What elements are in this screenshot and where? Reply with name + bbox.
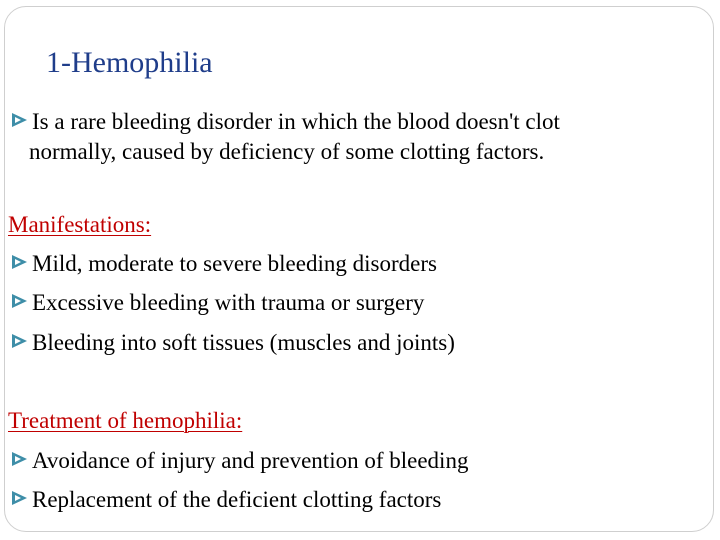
bullet-icon (10, 332, 32, 352)
bullet-icon (10, 489, 32, 509)
list-item (10, 250, 437, 278)
intro-bullet (10, 108, 560, 136)
treatment-item-1: Avoidance of injury and prevention of bleeding (32, 448, 469, 473)
manifestations-heading: Manifestations: (8, 212, 152, 237)
treatment-heading: Treatment of hemophilia: (8, 408, 243, 433)
bullet-icon (10, 111, 32, 131)
list-item (10, 486, 441, 514)
slide-title: 1-Hemophilia (46, 46, 213, 79)
bullet-icon (10, 253, 32, 273)
intro-text-line2: normally, caused by deficiency of some clotting factors. (29, 139, 545, 164)
list-item (10, 447, 468, 475)
manifestation-item-1: Mild, moderate to severe bleeding disorders (32, 251, 437, 276)
list-item (10, 289, 424, 317)
list-item (10, 329, 455, 357)
bullet-icon (10, 292, 32, 312)
manifestation-item-2: Excessive bleeding with trauma or surgery (32, 290, 425, 315)
manifestation-item-3: Bleeding into soft tissues (muscles and joints) (32, 330, 455, 355)
intro-text-line1: Is a rare bleeding disorder in which the blood doesn't clot (32, 109, 560, 134)
bullet-icon (10, 450, 32, 470)
treatment-item-2: Replacement of the deficient clotting factors (32, 487, 442, 512)
